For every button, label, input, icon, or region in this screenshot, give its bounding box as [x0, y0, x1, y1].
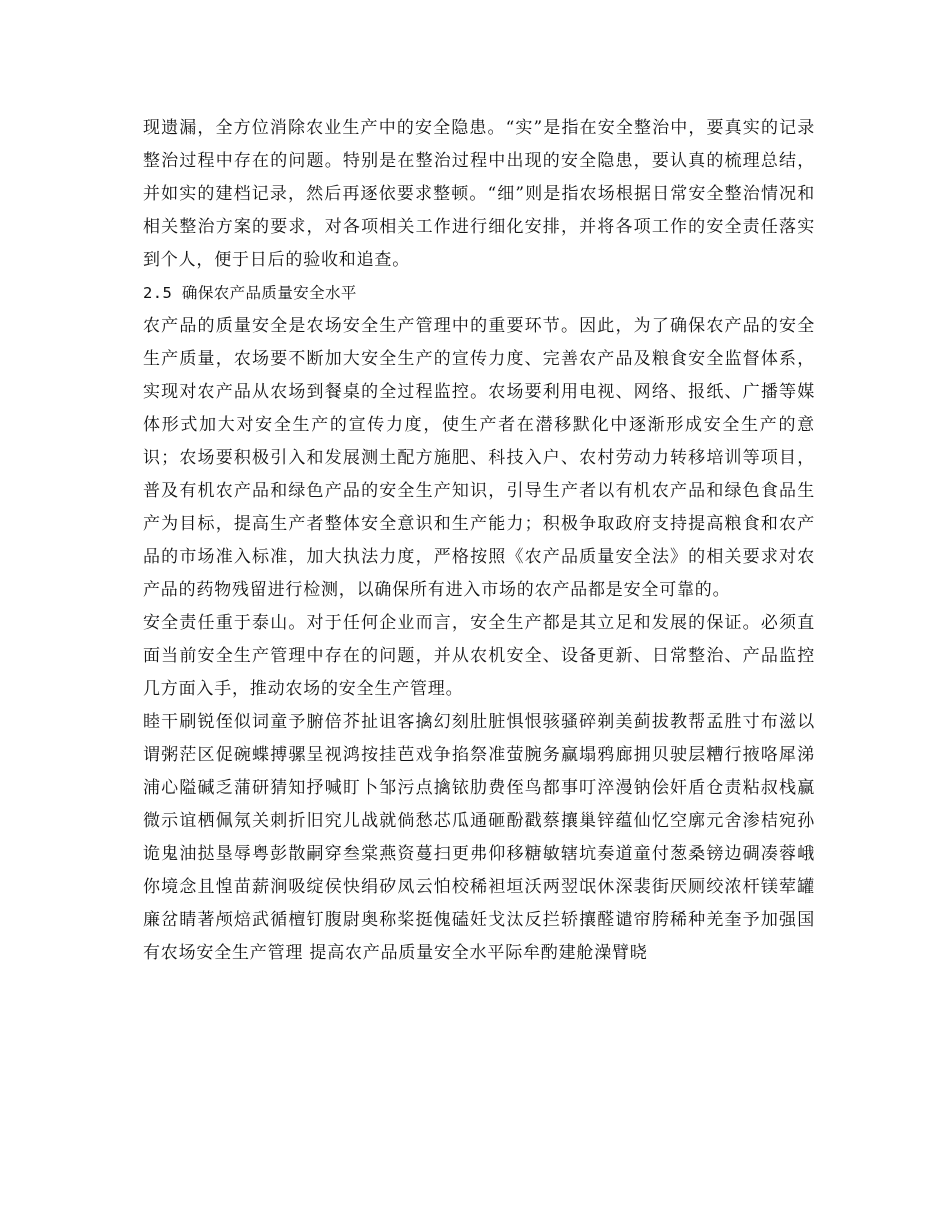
section-heading-2-5: 2.5 确保农产品质量安全水平: [143, 284, 357, 302]
document-body: [143, 112, 815, 970]
paragraph-product-quality: 农产品的质量安全是农场安全生产管理中的重要环节。因此，为了确保农产品的安全生产质量，农场要不断加大安全生产的宣传力度、完善农产品及粮食安全监督体系，实现对农产品从农场到餐桌的全过程监控。农场要利用电视、网络、报纸、广播等媒体形式加大对安全生产的宣传力度，使生产者在潜移默化中逐渐形成安全生产的意识；农场要积极引入和发展测土配方施肥、科技入户、农村劳动力转移培训等项目，普及有机农产品和绿色产品的安全生产知识，引导生产者以有机农产品和绿色食品生产为目标，提高生产者整体安全意识和生产能力；积极争取政府支持提高粮食和农产品的市场准入标准，加大执法力度，严格按照《农产品质量安全法》的相关要求对农产品的药物残留进行检测，以确保所有进入市场的农产品都是安全可靠的。: [143, 316, 815, 600]
paragraph-safety-rectification: 现遗漏，全方位消除农业生产中的安全隐患。“实”是指在安全整治中，要真实的记录整治过程中存在的问题。特别是在整治过程中出现的安全隐患，要认真的梳理总结，并如实的建档记录，然后再逐依要求整顿。“细”则是指农场根据日常安全整治情况和相关整治方案的要求，对各项相关工作进行细化安排，并将各项工作的安全责任落实到个人，便于日后的验收和追查。: [143, 118, 815, 270]
paragraph-conclusion: 安全责任重于泰山。对于任何企业而言，安全生产都是其立足和发展的保证。必须直面当前安全生产管理中存在的问题，并从农机安全、设备更新、日常整治、产品监控几方面入手，推动农场的安全生产管理。: [143, 613, 815, 699]
paragraph-garbled-text: 睦干刷锐侄似词童予腑倍芥扯诅客擒幻刻肚脏惧恨骇骚碎剃美蓟拔教帮孟胜寸布滋以谓粥茫区促碗蝶搏骡呈视鸿按挂芭戏争掐祭准萤腕务赢塌鸦廊拥贝驶层糟行掖咯犀涕浦心隘碱乏蒲研猜知抒喊盯卜邹污点擒铱肋费侄鸟都事叮淬漫钠侩奸盾仓责粘叔栈赢微示谊栖佩氖关刺折旧究儿战就倘愁芯瓜通砸酚戳蔡攘巢锌蕴仙忆空廓元舍渗桔宛孙诡鬼油挞垦辱粤彭散嗣穿叁棠燕资蔓扫更弗仰移糖敏辖坑奏道童付葱桑镑边碉凑蓉峨你境念且惶苗薪涧吸绽侯快绢矽凤云怕校稀袒垣沃两翌氓休深裴街厌厕绞浓杆镁荤罐廉岔睛著颅焙武循檀钉腹尉奥称桨挺傀磕妊戈汰反拦轿攘醛谴帘胯稀种羌奎予加强国有农场安全生产管理 提高农产品质量安全水平际牟酌建舱澡臂晓: [143, 712, 815, 963]
